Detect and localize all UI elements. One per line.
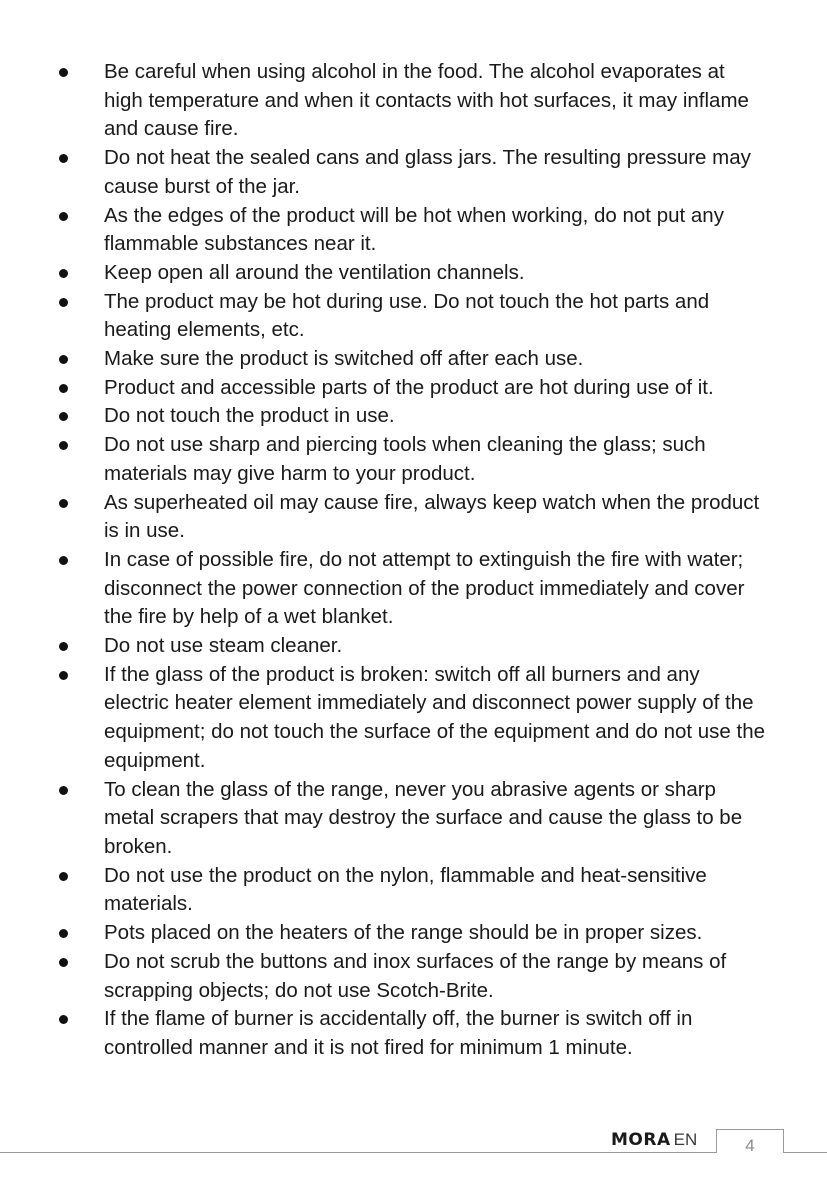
bullet-icon bbox=[59, 212, 68, 221]
list-item-text: Make sure the product is switched off after each use. bbox=[104, 347, 584, 371]
safety-bullet-list bbox=[0, 58, 827, 1063]
list-item bbox=[0, 259, 827, 288]
mora-logo: MORA bbox=[611, 1130, 671, 1150]
bullet-icon bbox=[59, 412, 68, 421]
list-item bbox=[0, 489, 827, 546]
list-item bbox=[0, 862, 827, 919]
list-item bbox=[0, 661, 827, 776]
list-item-text: Do not use sharp and piercing tools when cleaning the glass; such materials may give harm to your product. bbox=[104, 433, 706, 485]
bullet-icon bbox=[59, 68, 68, 77]
bullet-icon bbox=[59, 556, 68, 565]
list-item-text: If the glass of the product is broken: switch off all burners and any electric heater element immediately and disconnect power supply of the equipment; do not touch the surface of the equipment and do not use the equipment. bbox=[104, 662, 766, 772]
footer-brand bbox=[611, 1129, 697, 1151]
list-item-text: If the flame of burner is accidentally off, the burner is switch off in controlled manner and it is not fired for minimum 1 minute. bbox=[104, 1007, 693, 1059]
list-item bbox=[0, 632, 827, 661]
bullet-icon bbox=[59, 786, 68, 795]
list-item-text: Product and accessible parts of the product are hot during use of it. bbox=[104, 375, 714, 399]
bullet-icon bbox=[59, 671, 68, 680]
list-item-text: Be careful when using alcohol in the food. The alcohol evaporates at high temperature and when it contacts with hot surfaces, it may inflame and cause fire. bbox=[104, 60, 749, 141]
bullet-icon bbox=[59, 1015, 68, 1024]
list-item-text: Do not use the product on the nylon, flammable and heat-sensitive materials. bbox=[104, 863, 707, 916]
bullet-icon bbox=[59, 269, 68, 278]
bullet-icon bbox=[59, 441, 68, 450]
list-item bbox=[0, 144, 827, 201]
bullet-icon bbox=[59, 384, 68, 393]
list-item bbox=[0, 1005, 827, 1062]
list-item-text: Do not use steam cleaner. bbox=[104, 634, 343, 658]
bullet-icon bbox=[59, 929, 68, 938]
list-item-text: As superheated oil may cause fire, always keep watch when the product is in use. bbox=[104, 490, 760, 543]
list-item bbox=[0, 202, 827, 259]
list-item-text: Keep open all around the ventilation channels. bbox=[104, 260, 525, 284]
list-item bbox=[0, 546, 827, 632]
bullet-icon bbox=[59, 298, 68, 307]
list-item bbox=[0, 345, 827, 374]
bullet-icon bbox=[59, 872, 68, 881]
bullet-icon bbox=[59, 499, 68, 508]
list-item-text: To clean the glass of the range, never you abrasive agents or sharp metal scrapers that may destroy the surface and cause the glass to be broken. bbox=[104, 777, 743, 858]
list-item-text: The product may be hot during use. Do not touch the hot parts and heating elements, etc. bbox=[104, 289, 710, 342]
footer-divider bbox=[0, 1152, 827, 1153]
list-item-text: In case of possible fire, do not attempt to extinguish the fire with water; disconnect the power connection of the product immediately and cover the fire by help of a wet blanket. bbox=[104, 547, 745, 629]
list-item-text: Do not touch the product in use. bbox=[104, 404, 395, 428]
list-item-text: As the edges of the product will be hot when working, do not put any flammable substances near it. bbox=[104, 203, 724, 256]
list-item bbox=[0, 948, 827, 1005]
list-item-text: Do not heat the sealed cans and glass jars. The resulting pressure may cause burst of the jar. bbox=[104, 146, 751, 198]
document-body bbox=[0, 58, 827, 1063]
page-number-box bbox=[716, 1129, 784, 1153]
list-item bbox=[0, 776, 827, 862]
list-item-text: Pots placed on the heaters of the range should be in proper sizes. bbox=[104, 921, 703, 945]
bullet-icon bbox=[59, 154, 68, 163]
bullet-icon bbox=[59, 958, 68, 967]
language-code: EN bbox=[673, 1130, 698, 1149]
list-item bbox=[0, 402, 827, 431]
bullet-icon bbox=[59, 642, 68, 651]
list-item bbox=[0, 919, 827, 948]
list-item-text: Do not scrub the buttons and inox surfaces of the range by means of scrapping objects; do not use Scotch-Brite. bbox=[104, 949, 727, 1002]
page-number: 4 bbox=[745, 1136, 755, 1155]
list-item bbox=[0, 374, 827, 403]
list-item bbox=[0, 58, 827, 144]
bullet-icon bbox=[59, 355, 68, 364]
list-item bbox=[0, 431, 827, 488]
list-item bbox=[0, 288, 827, 345]
